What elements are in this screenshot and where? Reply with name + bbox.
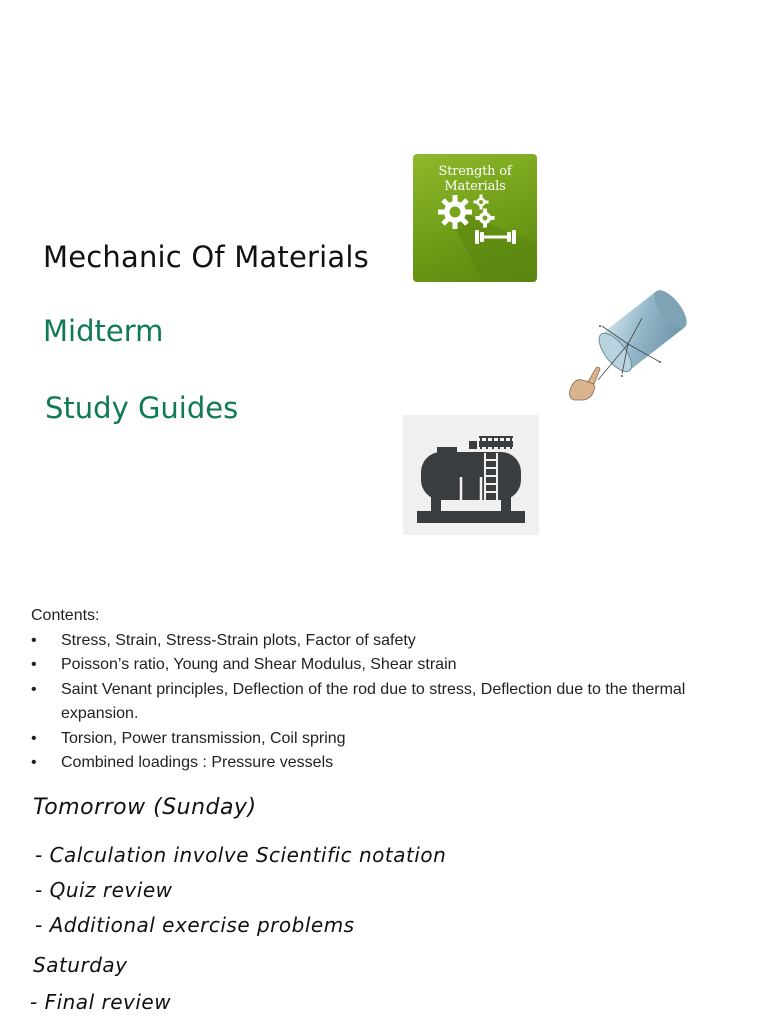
contents-item: • Poisson’s ratio, Young and Shear Modulus, Shear strain [31, 653, 731, 678]
contents-heading: Contents: [31, 607, 100, 624]
page-subtitle: Midterm [43, 314, 164, 348]
pressure-vessel-icon-tile [403, 415, 539, 535]
dumbbell-icon [413, 154, 537, 282]
logo-text: Strength of Materials [438, 164, 512, 194]
page-subtitle-2: Study Guides [45, 391, 239, 425]
pressure-vessel-icon [403, 415, 539, 535]
contents-section [31, 604, 731, 776]
contents-item: • Torsion, Power transmission, Coil spring [31, 727, 731, 752]
cylinder-stress-diagram [560, 282, 695, 417]
contents-item: • Saint Venant principles, Deflection of the rod due to stress, Deflection due to the thermal expansion. [31, 678, 731, 727]
handwritten-note: - Additional exercise problems [35, 913, 355, 937]
contents-item: • Stress, Strain, Stress-Strain plots, Factor of safety [31, 629, 731, 654]
contents-list [31, 629, 731, 776]
contents-item: • Combined loadings : Pressure vessels [31, 751, 731, 776]
page-title: Mechanic Of Materials [43, 240, 369, 274]
handwritten-heading-saturday: Saturday [33, 953, 128, 977]
handwritten-note: - Calculation involve Scientific notation [35, 843, 447, 867]
handwritten-note: - Final review [30, 990, 172, 1014]
handwritten-note: - Quiz review [35, 878, 173, 902]
handwritten-heading-sunday: Tomorrow (Sunday) [33, 795, 257, 820]
strength-of-materials-logo [413, 154, 537, 282]
